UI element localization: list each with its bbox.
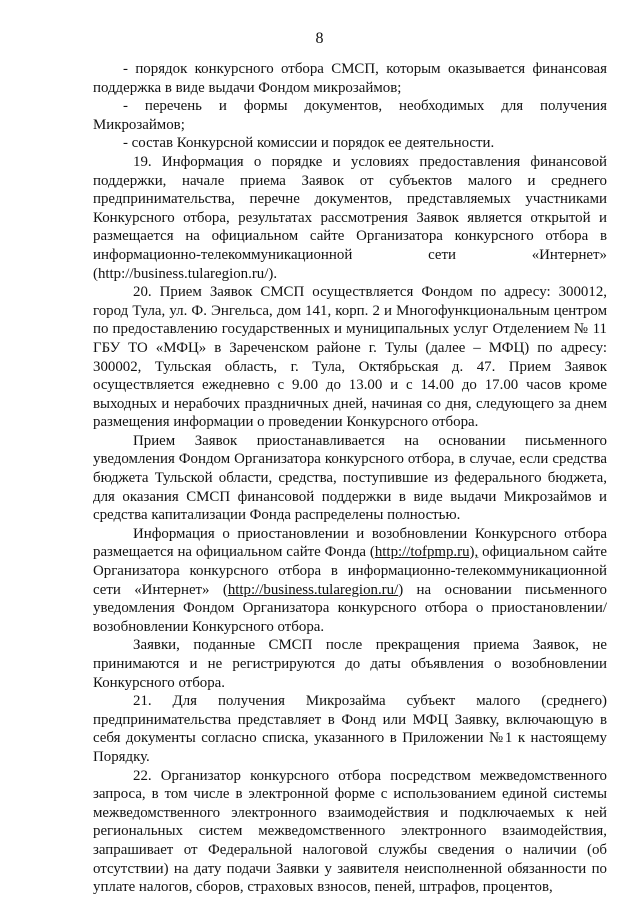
paragraph-late-applications: Заявки, поданные СМСП после прекращения приема Заявок, не принимаются и не регистрируются до даты объявления о возобновлении Конкурсного отбора.	[93, 637, 607, 691]
paragraph-info-publication	[93, 525, 607, 637]
info-text-3: ) на основании письменного уведомления Фондом Организатора конкурсного отбора о приостановлении/возобновлении Конкурсного отбора.	[93, 581, 607, 635]
list-item-commission: - состав Конкурсной комиссии и порядок ее деятельности.	[123, 135, 495, 152]
fund-site-link[interactable]: http://tofpmp.ru),	[374, 544, 479, 561]
organizer-site-link[interactable]: http://business.tularegion.ru/	[227, 581, 399, 598]
list-item-documents: - перечень и формы документов, необходимых для получения Микрозаймов;	[93, 98, 607, 133]
clause-19: 19. Информация о порядке и условиях предоставления финансовой поддержки, начале приема Заявок от субъектов малого и среднего предпринимательства, перечне документов, представляемых участниками Конкурсного отбора, результатах рассмотрения Заявок является открытой и размещается на официальном сайте Организатора конкурсного отбора в информационно-телекоммуникационной сети «Интернет» (http://business.tularegion.ru/).	[93, 153, 607, 282]
info-text-2: официальном сайте Организатора конкурсного отбора в информационно-телекоммуникационной сети «Интернет» (	[93, 544, 607, 598]
info-text-1: Информация о приостановлении и возобновлении Конкурсного отбора размещается на официальном сайте Фонда (	[93, 525, 607, 561]
list-item-contest-procedure: - порядок конкурсного отбора СМСП, которым оказывается финансовая поддержка в виде выдачи Фондом микрозаймов;	[93, 61, 607, 96]
paragraph-suspension: Прием Заявок приостанавливается на основании письменного уведомления Фондом Организатора конкурсного отбора, в случае, если средства бюджета Тульской области, средства, поступившие из федерального бюджета, для оказания СМСП финансовой поддержки в виде выдачи Микрозаймов и средства капитализации Фонда распределены полностью.	[93, 432, 607, 524]
page-number: 8	[315, 30, 324, 47]
clause-22: 22. Организатор конкурсного отбора посредством межведомственного запроса, в том числе в электронной форме с использованием единой системы межведомственного электронного взаимодействия и подключаемых к ней региональных систем межведомственного электронного взаимодействия, запрашивает от Федеральной налоговой службы сведения о наличии (об отсутствии) на дату подачи Заявки у заявителя неисполненной обязанности по уплате налогов, сборов, страховых взносов, пеней, штрафов, процентов,	[93, 767, 607, 896]
document-body	[93, 60, 607, 897]
clause-20: 20. Прием Заявок СМСП осуществляется Фондом по адресу: 300012, город Тула, ул. Ф. Энгельса, дом 141, корп. 2 и Многофункциональным центром по предоставлению государственных и муниципальных услуг Отделением № 11 ГБУ ТО «МФЦ» в Зареченском районе г. Тулы (далее – МФЦ) по адресу: 300002, Тульская область, г. Тула, Октябрьская д. 47. Прием Заявок осуществляется ежедневно с 9.00 до 13.00 и с 14.00 до 17.00 часов кроме выходных и нерабочих праздничных дней, начиная со дня, следующего за днем размещения информации о проведении Конкурсного отбора.	[93, 284, 607, 431]
clause-21: 21. Для получения Микрозайма субъект малого (среднего) предпринимательства представляет в Фонд или МФЦ Заявку, включающую в себя документы согласно списка, указанного в Приложении №1 к настоящему Порядку.	[93, 693, 607, 765]
